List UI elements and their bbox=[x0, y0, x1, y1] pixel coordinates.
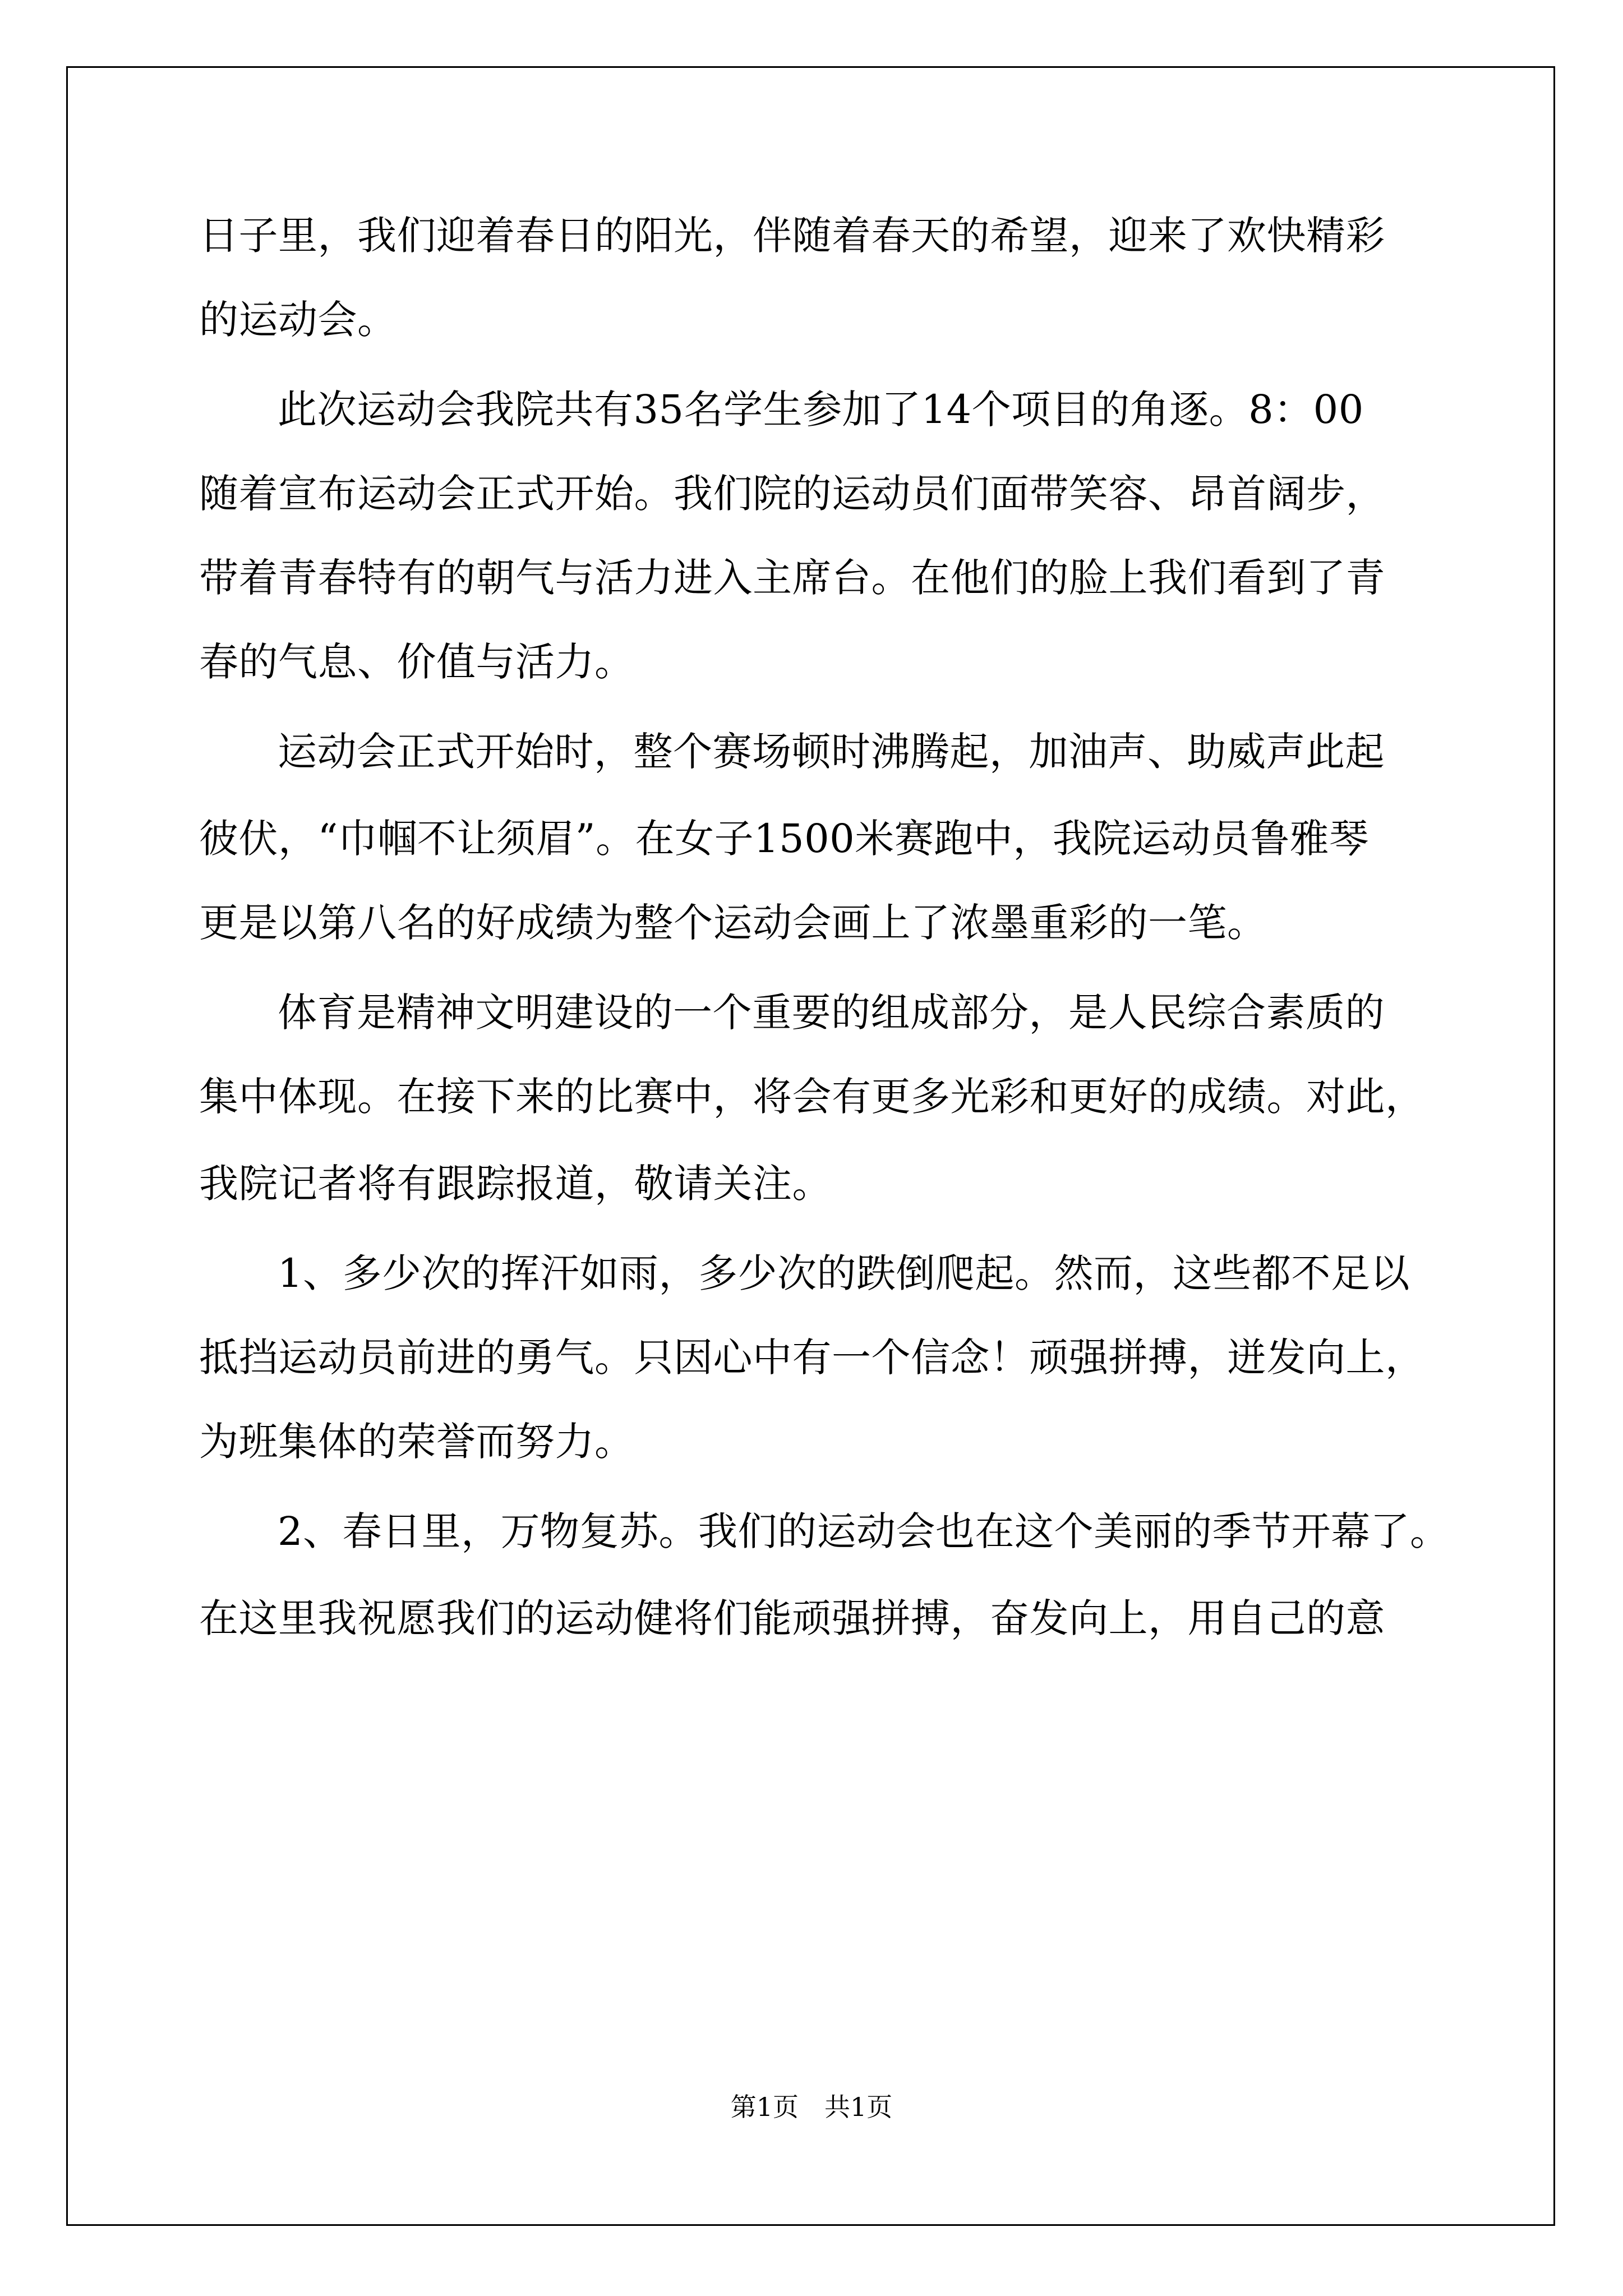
text-line: 更是以第八名的好成绩为整个运动会画上了浓墨重彩的一笔。 bbox=[199, 900, 1267, 946]
text-line: 在这里我祝愿我们的运动健将们能顽强拼搏，奋发向上，用自己的意 bbox=[199, 1595, 1385, 1641]
text-line: 的运动会。 bbox=[199, 297, 397, 343]
text-line: 彼伏，“巾帼不让须眉”。在女子1500米赛跑中，我院运动员鲁雅琴 bbox=[199, 816, 1369, 862]
text-line: 体育是精神文明建设的一个重要的组成部分，是人民综合素质的 bbox=[278, 990, 1385, 1036]
text-line: 带着青春特有的朝气与活力进入主席台。在他们的脸上我们看到了青 bbox=[199, 555, 1385, 601]
text-line: 2、春日里，万物复苏。我们的运动会也在这个美丽的季节开幕了。 bbox=[278, 1508, 1450, 1554]
text-line: 1、多少次的挥汗如雨，多少次的跌倒爬起。然而，这些都不足以 bbox=[278, 1250, 1410, 1296]
page-number-footer: 第1页 共1页 bbox=[730, 2092, 893, 2122]
text-line: 集中体现。在接下来的比赛中，将会有更多光彩和更好的成绩。对此， bbox=[199, 1074, 1425, 1120]
text-line: 春的气息、价值与活力。 bbox=[199, 639, 634, 685]
text-line: 为班集体的荣誉而努力。 bbox=[199, 1419, 634, 1465]
text-line: 此次运动会我院共有35名学生参加了14个项目的角逐。8：00 bbox=[278, 386, 1364, 432]
text-line: 运动会正式开始时，整个赛场顿时沸腾起，加油声、助威声此起 bbox=[278, 729, 1385, 775]
text-line: 抵挡运动员前进的勇气。只因心中有一个信念！顽强拼搏，迸发向上， bbox=[199, 1335, 1425, 1381]
text-line: 我院记者将有跟踪报道，敬请关注。 bbox=[199, 1161, 832, 1207]
text-line: 日子里，我们迎着春日的阳光，伴随着春天的希望，迎来了欢快精彩 bbox=[199, 213, 1385, 259]
text-line: 随着宣布运动会正式开始。我们院的运动员们面带笑容、昂首阔步， bbox=[199, 471, 1385, 517]
